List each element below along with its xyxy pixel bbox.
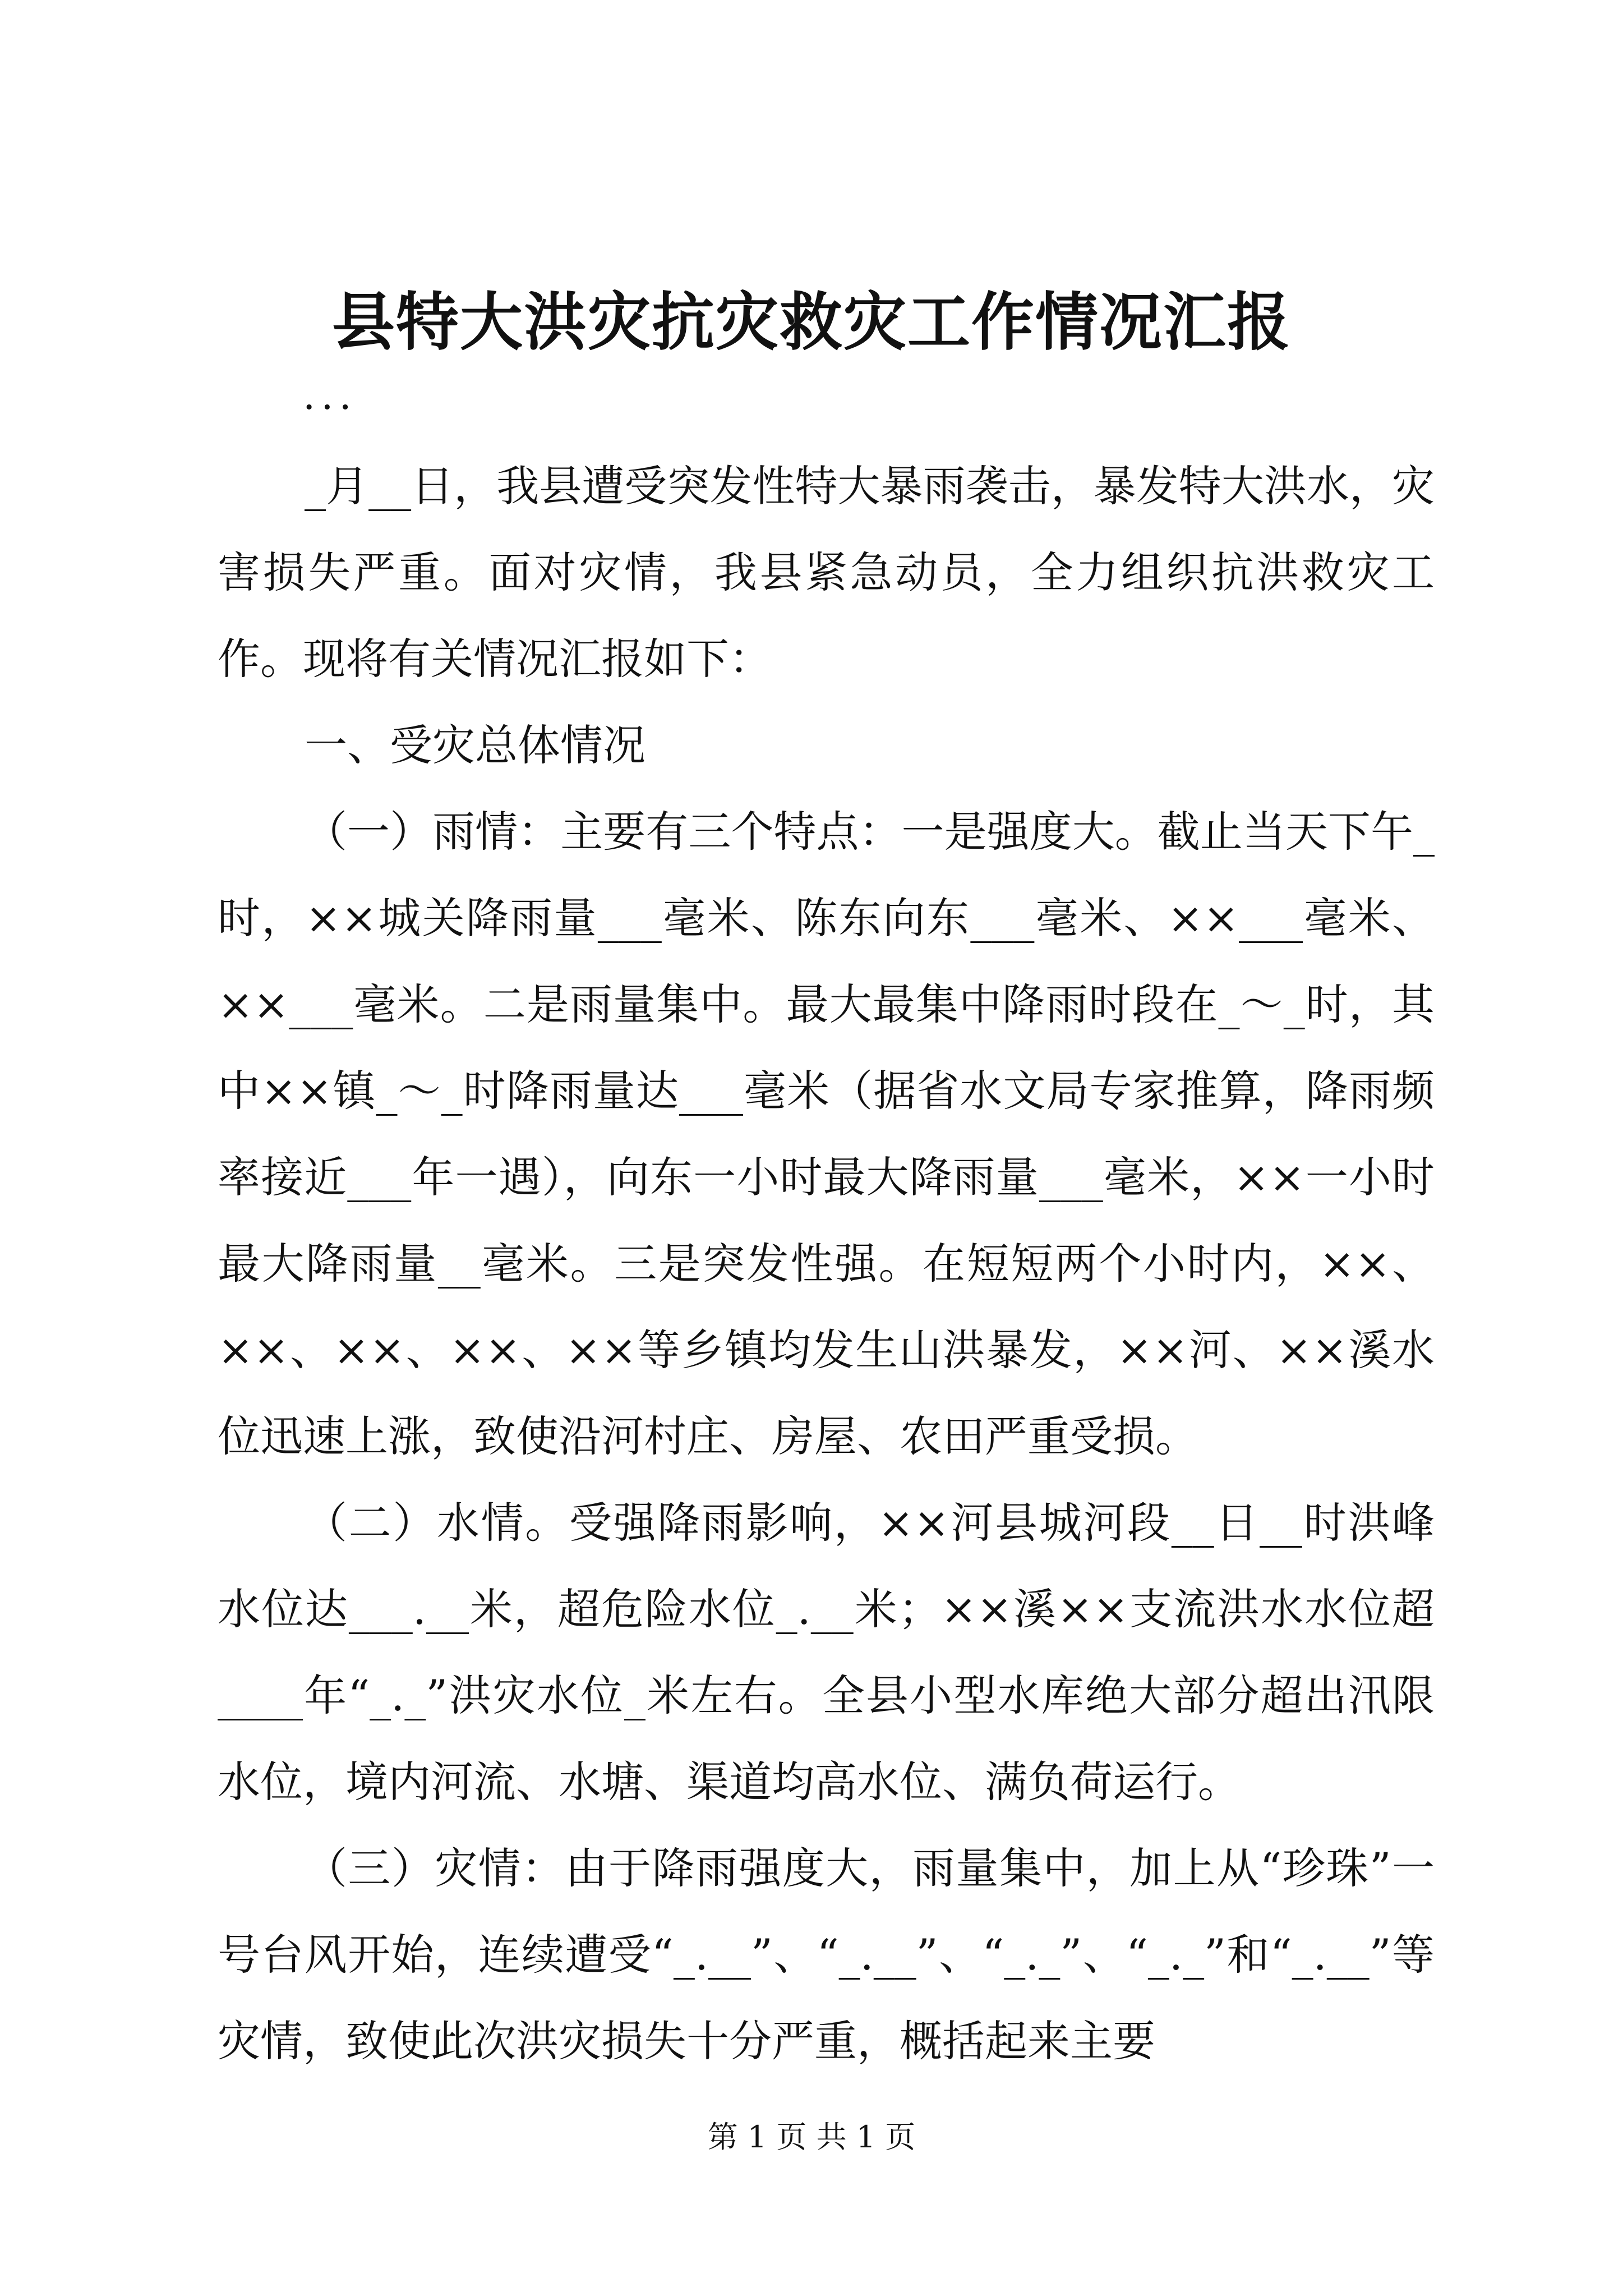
- document-body: [218, 443, 1435, 2085]
- paragraph-water: （二）水情。受强降雨影响，××河县城河段__日__时洪峰水位达___.__米，超危险水位_.__米；××溪××支流洪水水位超____年“_._”洪灾水位_米左右。全县小型水库绝大部分超出汛限水位，境内河流、水塘、渠道均高水位、满负荷运行。: [218, 1498, 1435, 1807]
- paragraph-rain: （一）雨情：主要有三个特点：一是强度大。截止当天下午_时，××城关降雨量___毫米、陈东向东___毫米、××___毫米、××___毫米。二是雨量集中。最大最集中降雨时段在_～_时，其中××镇_～_时降雨量达___毫米（据省水文局专家推算，降雨频率接近___年一遇），向东一小时最大降雨量___毫米，××一小时最大降雨量__毫米。三是突发性强。在短短两个小时内，××、××、××、××、××等乡镇均发生山洪暴发，××河、××溪水位迅速上涨，致使沿河村庄、房屋、农田严重受损。: [218, 807, 1435, 1461]
- ellipsis-marker: ...: [303, 372, 357, 418]
- document-title: 县特大洪灾抗灾救灾工作情况汇报: [332, 286, 1291, 359]
- page-footer: 第 1 页 共 1 页: [707, 2119, 916, 2155]
- paragraph-disaster: （三）灾情：由于降雨强度大，雨量集中，加上从“珍珠”一号台风开始，连续遭受“_.__”、“_.__”、“_._”、“_._”和“_.__”等灾情，致使此次洪灾损失十分严重，概括起来主要: [218, 1843, 1435, 2066]
- paragraph-intro: _月__日，我县遭受突发性特大暴雨袭击，暴发特大洪水，灾害损失严重。面对灾情，我县紧急动员，全力组织抗洪救灾工作。现将有关情况汇报如下：: [218, 461, 1435, 684]
- section-heading: 一、受灾总体情况: [305, 720, 645, 770]
